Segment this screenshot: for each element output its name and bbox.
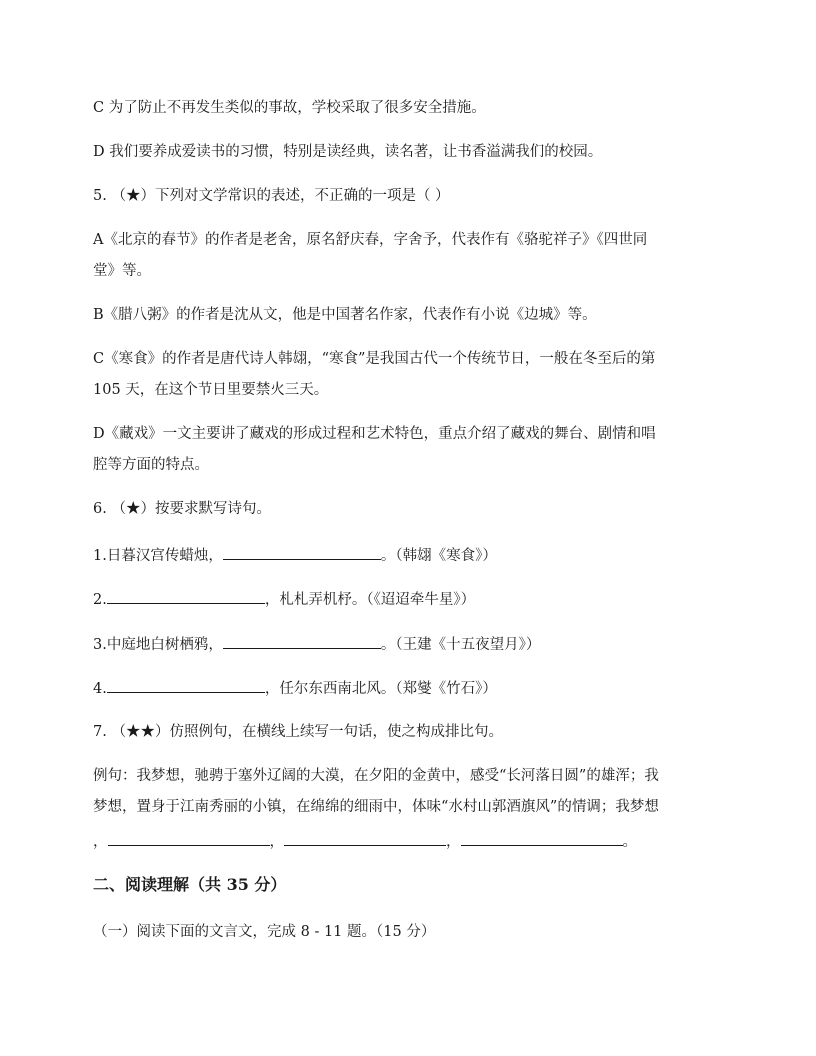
q6-item-3-prefix: 3.中庭地白树栖鸦， — [93, 637, 223, 653]
comma: ， — [269, 834, 284, 850]
q7-example-line2: 梦想，置身于江南秀丽的小镇，在绵绵的细雨中，体味“水村山郭酒旗风”的情调；我梦想 — [93, 799, 659, 815]
q6-item-4-suffix: ，任尔东西南北风。（郑燮《竹石》） — [264, 681, 497, 697]
q6-item-3-suffix: 。（王建《十五夜望月》） — [380, 637, 541, 653]
q6-item-3 — [93, 633, 733, 655]
q6-item-1-prefix: 1.日暮汉宫传蜡烛， — [93, 548, 223, 564]
q5-option-c-line2: 105 天，在这个节日里要禁火三天。 — [93, 382, 329, 398]
q6-item-2 — [93, 588, 733, 610]
q5-option-d-line2: 腔等方面的特点。 — [93, 457, 209, 473]
q5-option-d-line1: D《藏戏》一文主要讲了藏戏的形成过程和艺术特色，重点介绍了藏戏的舞台、剧情和唱 — [93, 426, 656, 442]
answer-blank[interactable] — [223, 633, 381, 649]
answer-blank[interactable] — [107, 588, 265, 604]
q6-item-4-prefix: 4. — [93, 681, 107, 697]
answer-blank[interactable] — [223, 544, 381, 560]
comma: ， — [93, 834, 108, 850]
q6-item-4 — [93, 677, 733, 699]
question-5: 5. （★）下列对文学常识的表述，不正确的一项是（ ） — [93, 188, 450, 204]
q7-example-line3 — [93, 830, 733, 852]
q5-option-a-line2: 堂》等。 — [93, 263, 151, 279]
q5-option-a-line1: A《北京的春节》的作者是老舍，原名舒庆春，字舍予，代表作有《骆驼祥子》《四世同 — [93, 232, 648, 248]
q6-item-2-prefix: 2. — [93, 592, 107, 608]
q4-option-d: D 我们要养成爱读书的习惯，特别是读经典，读名著，让书香溢满我们的校园。 — [93, 144, 603, 160]
answer-blank[interactable] — [108, 830, 270, 846]
section-subtitle: （一）阅读下面的文言文，完成 8 - 11 题。（15 分） — [93, 924, 436, 940]
q6-item-2-suffix: ，札札弄机杼。（《迢迢牵牛星》） — [264, 592, 476, 608]
comma: ， — [446, 834, 461, 850]
q5-option-c-line1: C《寒食》的作者是唐代诗人韩翃，“寒食”是我国古代一个传统节日，一般在冬至后的第 — [93, 351, 656, 367]
question-7: 7. （★★）仿照例句，在横线上续写一句话，使之构成排比句。 — [93, 724, 503, 740]
q4-option-c: C 为了防止不再发生类似的事故，学校采取了很多安全措施。 — [93, 100, 486, 116]
q6-item-1 — [93, 544, 733, 566]
q6-item-1-suffix: 。（韩翃《寒食》） — [380, 548, 497, 564]
section-title: 二、阅读理解（共 35 分） — [93, 875, 287, 894]
question-6: 6. （★）按要求默写诗句。 — [93, 501, 271, 517]
q5-option-b: B《腊八粥》的作者是沈从文，他是中国著名作家，代表作有小说《边城》等。 — [93, 307, 597, 323]
answer-blank[interactable] — [284, 830, 446, 846]
q7-example-line1: 例句：我梦想，驰骋于塞外辽阔的大漠，在夕阳的金黄中，感受“长河落日圆”的雄浑；我 — [93, 768, 659, 784]
answer-blank[interactable] — [107, 677, 265, 693]
period: 。 — [622, 834, 637, 850]
answer-blank[interactable] — [461, 830, 623, 846]
